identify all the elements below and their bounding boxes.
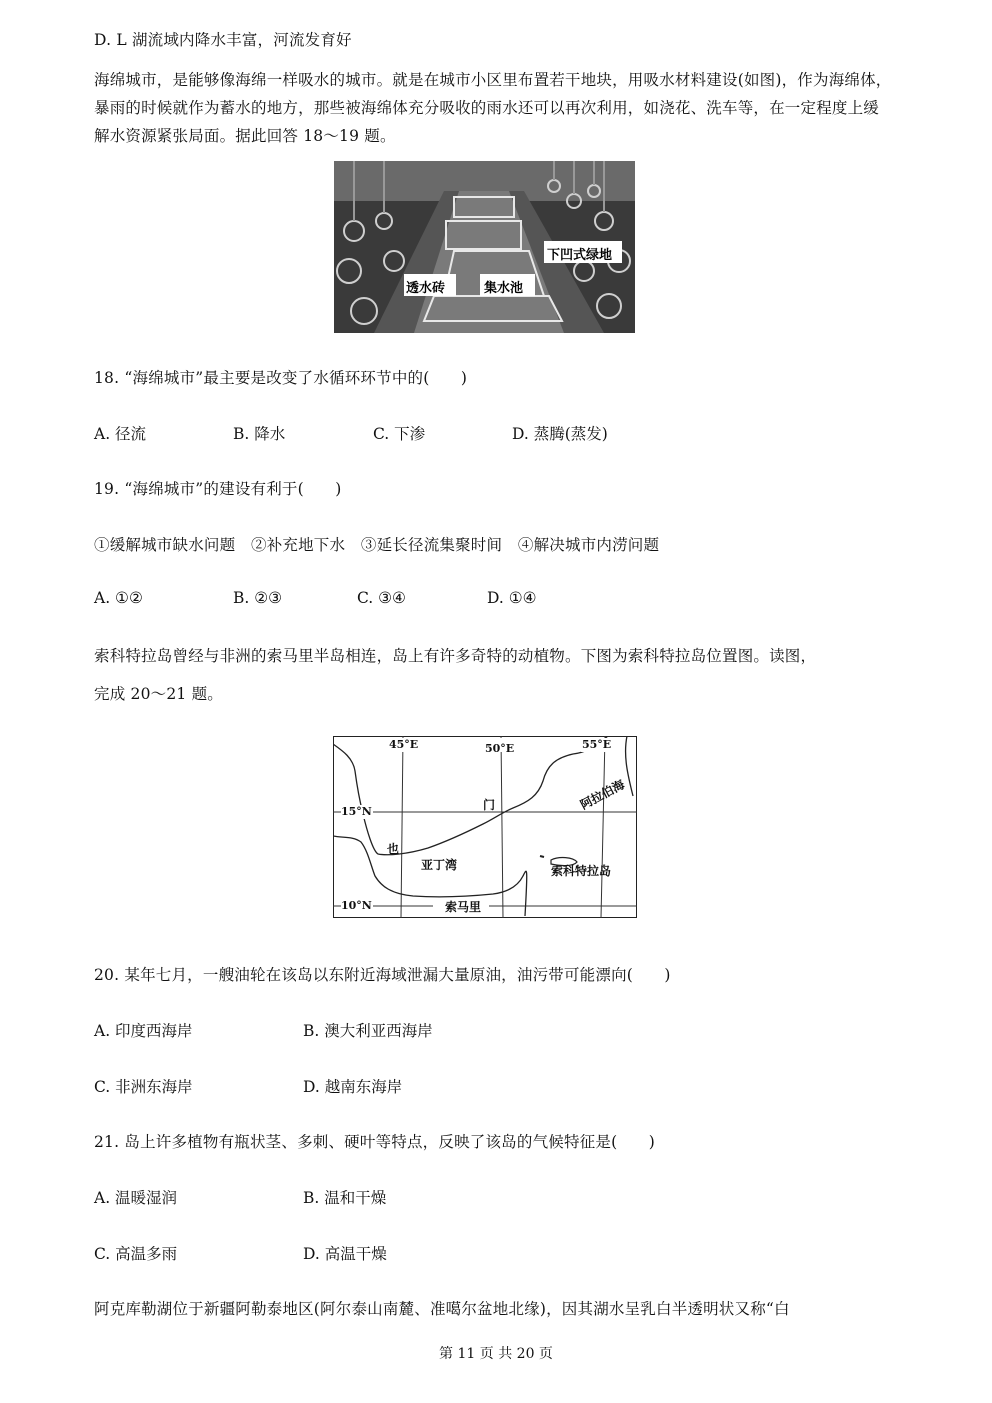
q19-option-d: D. ①④ xyxy=(487,589,537,607)
q20-stem: 20. 某年七月，一艘油轮在该岛以东附近海域泄漏大量原油，油污带可能漂向( ) xyxy=(94,966,671,984)
socotra-location-map xyxy=(333,736,638,919)
map-label-10n: 10°N xyxy=(341,899,372,912)
map-label-gulf-aden: 亚丁湾 xyxy=(421,858,458,872)
q21-option-a: A. 温暖湿润 xyxy=(94,1189,178,1207)
map-label-50e: 50°E xyxy=(485,742,515,755)
q18-option-b: B. 降水 xyxy=(233,425,286,443)
q21-option-c: C. 高温多雨 xyxy=(94,1245,178,1263)
q19-items: ①缓解城市缺水问题 ②补充地下水 ③延长径流集聚时间 ④解决城市内涝问题 xyxy=(94,536,660,554)
map-label-men: 门 xyxy=(483,798,496,812)
q18-option-d: D. 蒸腾(蒸发) xyxy=(512,425,608,443)
q20-option-c: C. 非洲东海岸 xyxy=(94,1078,193,1096)
photo-label-green: 下凹式绿地 xyxy=(547,248,613,263)
map-label-ye: 也 xyxy=(387,842,400,856)
socotra-map-drawing xyxy=(333,736,638,919)
map-label-45e: 45°E xyxy=(389,738,419,751)
map-label-arabian-sea: 阿拉伯海 xyxy=(577,777,627,813)
map-label-15n: 15°N xyxy=(341,805,372,818)
q18-option-c: C. 下渗 xyxy=(373,425,426,443)
photo-label-pool: 集水池 xyxy=(484,281,524,296)
q20-option-b: B. 澳大利亚西海岸 xyxy=(303,1022,433,1040)
q19-stem: 19. “海绵城市”的建设有利于( ) xyxy=(94,480,342,498)
q19-option-a: A. ①② xyxy=(94,589,143,607)
sponge-city-photo xyxy=(334,161,635,333)
page-footer: 第 11 页 共 20 页 xyxy=(439,1346,553,1362)
socotra-intro-line2: 完成 20～21 题。 xyxy=(94,685,224,703)
sponge-city-intro: 海绵城市，是能够像海绵一样吸水的城市。就是在城市小区里布置若干地块，用吸水材料建设(如图)，作为海绵体，暴雨的时候就作为蓄水的地方，那些被海绵体充分吸收的雨水还可以再次利用，如浇花、洗车等，在一定程度上缓解水资源紧张局面。据此回答 18～19 题。 xyxy=(94,71,892,145)
map-label-55e: 55°E xyxy=(582,738,612,751)
q21-option-d: D. 高温干燥 xyxy=(303,1245,387,1263)
q18-stem: 18. “海绵城市”最主要是改变了水循环环节中的( ) xyxy=(94,369,468,387)
q20-option-a: A. 印度西海岸 xyxy=(94,1022,193,1040)
q20-option-d: D. 越南东海岸 xyxy=(303,1078,403,1096)
akekule-lake-intro: 阿克库勒湖位于新疆阿勒泰地区(阿尔泰山南麓、准噶尔盆地北缘)，因其湖水呈乳白半透明状又称“白 xyxy=(94,1300,790,1318)
prev-option-d: D. L 湖流域内降水丰富，河流发育好 xyxy=(94,31,352,49)
q21-option-b: B. 温和干燥 xyxy=(303,1189,387,1207)
map-label-somalia: 索马里 xyxy=(445,900,482,914)
q19-option-b: B. ②③ xyxy=(233,589,283,607)
q18-option-a: A. 径流 xyxy=(94,425,147,443)
photo-label-brick: 透水砖 xyxy=(406,281,446,296)
map-label-socotra: 索科特拉岛 xyxy=(551,864,612,878)
socotra-intro-line1: 索科特拉岛曾经与非洲的索马里半岛相连，岛上有许多奇特的动植物。下图为索科特拉岛位置图。读图， xyxy=(94,647,817,665)
q21-stem: 21. 岛上许多植物有瓶状茎、多刺、硬叶等特点，反映了该岛的气候特征是( ) xyxy=(94,1133,655,1151)
q19-option-c: C. ③④ xyxy=(357,589,406,607)
